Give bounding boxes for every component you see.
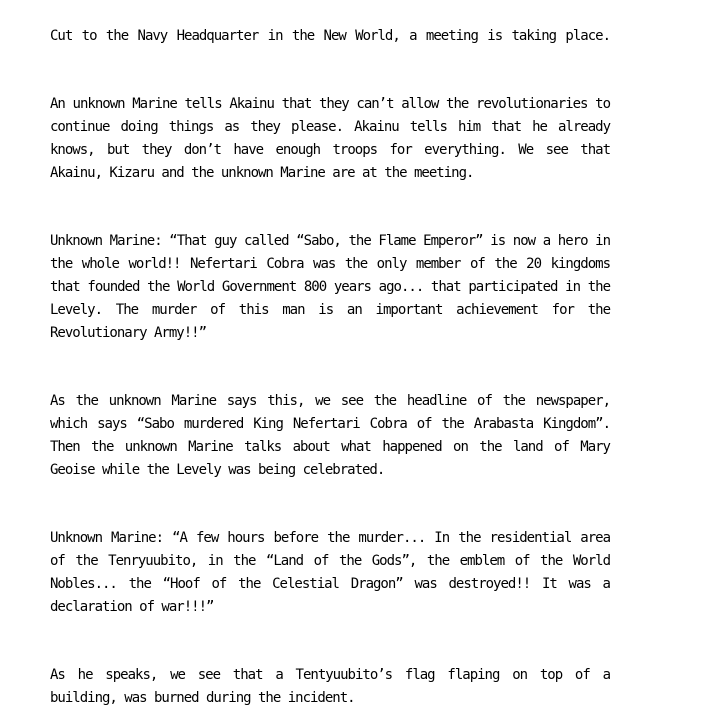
paragraph <box>50 664 610 710</box>
paragraph <box>50 25 610 48</box>
document-text-area <box>50 25 610 710</box>
paragraph <box>50 93 610 185</box>
text-line: the whole world!! Nefertari Cobra was the only member of the 20 kingdoms <box>50 256 610 272</box>
text-line: which says “Sabo murdered King Nefertari Cobra of the Arabasta Kingdom”. <box>50 416 610 432</box>
text-line: building, was burned during the incident. <box>50 690 355 706</box>
text-line: Geoise while the Levely was being celebrated. <box>50 462 385 478</box>
text-line: Cut to the Navy Headquarter in the New World, a meeting is taking place. <box>50 28 610 44</box>
paragraph <box>50 230 610 345</box>
text-line: Levely. The murder of this man is an important achievement for the <box>50 302 610 318</box>
paragraph <box>50 390 610 482</box>
paragraph <box>50 527 610 619</box>
text-line: Akainu, Kizaru and the unknown Marine are at the meeting. <box>50 165 474 181</box>
text-line: that founded the World Government 800 years ago... that participated in the <box>50 279 610 295</box>
text-line: Then the unknown Marine talks about what happened on the land of Mary <box>50 439 610 455</box>
text-line: Unknown Marine: “That guy called “Sabo, the Flame Emperor” is now a hero in <box>50 233 610 249</box>
text-line: As he speaks, we see that a Tentyuubito’s flag flaping on top of a <box>50 667 610 683</box>
text-line: knows, but they don’t have enough troops for everything. We see that <box>50 142 610 158</box>
text-line: Nobles... the “Hoof of the Celestial Dragon” was destroyed!! It was a <box>50 576 610 592</box>
text-line: An unknown Marine tells Akainu that they can’t allow the revolutionaries to <box>50 96 610 112</box>
text-line: Unknown Marine: “A few hours before the murder... In the residential area <box>50 530 610 546</box>
text-line: declaration of war!!!” <box>50 599 214 615</box>
text-line: of the Tenryuubito, in the “Land of the Gods”, the emblem of the World <box>50 553 610 569</box>
text-line: continue doing things as they please. Akainu tells him that he already <box>50 119 610 135</box>
text-line: Revolutionary Army!!” <box>50 325 207 341</box>
text-line: As the unknown Marine says this, we see the headline of the newspaper, <box>50 393 610 409</box>
